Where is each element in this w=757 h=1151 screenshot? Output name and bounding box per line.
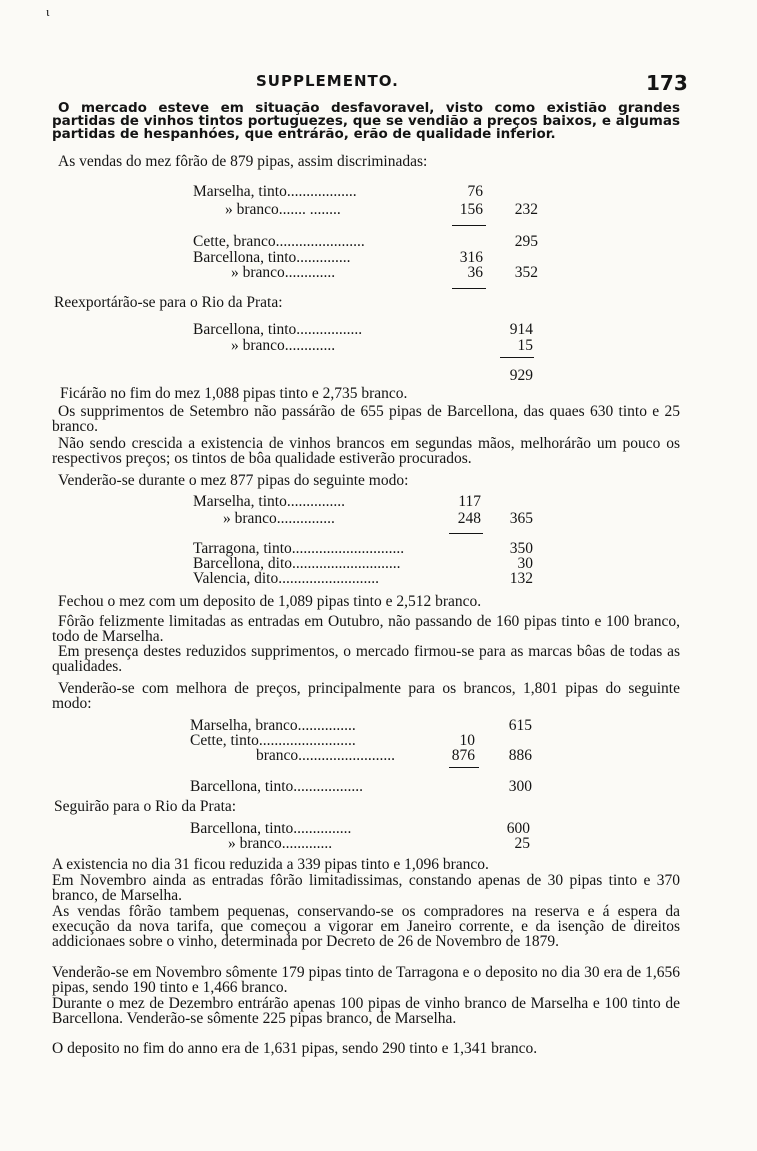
sum-rule <box>452 225 486 226</box>
paragraph-november-sales: Venderão-se em Novembro sômente 179 pipas tinto de Tarragona e o deposito no dia 30 era de 1,656 pipas, sendo 190 tinto e 1,466 branco. <box>52 964 680 996</box>
paragraph-november-entries: Em Novembro ainda as entradas fôrão limitadissimas, constando apenas de 30 pipas tinto e 370 branco, de Marselha. <box>52 872 680 904</box>
paragraph-october-entries: Fôrão felizmente limitadas as entradas em Outubro, não passando de 160 pipas tinto e 100 branco, todo de Marselha. <box>52 613 680 645</box>
sum-rule <box>500 357 534 358</box>
paragraph-stock-day-31: A existencia no dia 31 ficou reduzida a 339 pipas tinto e 1,096 branco. <box>52 856 489 873</box>
paragraph-market-firmed: Em presença destes reduzidos supprimentos, o mercado firmou-se para as marcas bôas de todas as qualidades. <box>52 643 680 675</box>
paragraph-september-supplies: Os supprimentos de Setembro não passárão de 655 pipas de Barcellona, das quaes 630 tinto e 25 branco. <box>52 403 680 435</box>
paragraph-sales-intro: As vendas do mez fôrão de 879 pipas, assim discriminadas: <box>58 153 428 170</box>
paragraph-rio-prata: Seguirão para o Rio da Prata: <box>54 798 237 815</box>
paragraph-reexport: Reexportárão-se para o Rio da Prata: <box>54 294 283 311</box>
sum-rule <box>449 533 483 534</box>
paragraph-year-end-deposit: O deposito no fim do anno era de 1,631 pipas, sendo 290 tinto e 1,341 branco. <box>52 1040 538 1057</box>
page-number: 173 <box>646 71 688 95</box>
paragraph-december: Durante o mez de Dezembro entrárão apenas 100 pipas de vinho branco de Marselha e 100 tinto de Barcellona. Venderão-se sômente 225 pipas branco, de Marselha. <box>52 995 680 1027</box>
paragraph-end-month-stock: Ficárão no fim do mez 1,088 pipas tinto e 2,735 branco. <box>60 385 408 402</box>
paragraph-month-close: Fechou o mez com um deposito de 1,089 pipas tinto e 2,512 branco. <box>58 593 482 610</box>
paragraph-sales-month: Venderão-se durante o mez 877 pipas do seguinte modo: <box>58 472 409 489</box>
paragraph-market-intro: O mercado esteve em situação desfavoravel, visto como existião grandes partidas de vinhos tintos portuguezes, que se vendião a preços baixos, e algumas partidas de hespanhóes, que entrárão, erão de qualidade inferior. <box>52 100 680 142</box>
sum-rule <box>449 767 479 768</box>
sum-rule <box>452 288 486 289</box>
paragraph-prices: Não sendo crescida a existencia de vinhos brancos em segundas mãos, melhorárão um pouco os respectivos preços; os tintos de bôa qualidade estiverão procurados. <box>52 435 680 467</box>
paragraph-sales-improvement: Venderão-se com melhora de preços, principalmente para os brancos, 1,801 pipas do seguinte modo: <box>52 680 680 712</box>
margin-mark: ɩ <box>46 4 50 19</box>
paragraph-small-sales: As vendas fôrão tambem pequenas, conservando-se os compradores na reserva e á espera da execução da nova tarifa, que começou a vigorar em Janeiro corrente, e da isenção de direitos addicionaes sobre o vinho, determinada por Decreto de 26 de Novembro de 1879. <box>52 903 680 950</box>
running-header-title: SUPPLEMENTO. <box>256 72 399 90</box>
document-page: ɩ SUPPLEMENTO. 173 O mercado esteve em situação desfavoravel, visto como existião grandes partidas de vinhos tintos portuguezes, que se vendião a preços baixos, e algumas partidas de hespanhóes, que entrárão, erão de qualidade inferior. As vendas do mez fôrão de 879 pipas, assim discriminadas: Marselha, tinto.................. 76 » branco....... ........ 156 232 Cette, branco....................... 295 Barcellona, tinto.............. 316 » branco............. 36 352 Reexportárão-se para o Rio da Prata: Barcellona, tinto................. 914 » branco............. 15 929 Ficárão no fim do mez 1,088 pipas tinto e 2,735 branco. Os supprimentos de Setembro não passárão de 655 pipas de Barcellona, das quaes 630 tinto e 25 branco. Não sendo crescida a existencia de vinhos brancos em segundas mãos, melhorárão um pouco os respectivos preços; os tintos de bôa qualidade estiverão procurados. Venderão-se durante o mez 877 pipas do seguinte modo: Marselha, tinto............... 117 » branco............... 248 365 Tarragona, tinto............................. 350 Barcellona, dito............................ 30 Valencia, dito.......................... 132 Fechou o mez com um deposito de 1,089 pipas tinto e 2,512 branco. Fôrão felizmente limitadas as entradas em Outubro, não passando de 160 pipas tinto e 100 branco, todo de Marselha. Em presença destes reduzidos supprimentos, o mercado firmou-se para as marcas bôas de todas as qualidades. Venderão-se com melhora de preços, principalmente para os brancos, 1,801 pipas do seguinte modo: Marselha, branco............... 615 Cette, tinto......................... 10 branco......................... 876 886 Barcellona, tinto.................. 300 Seguirão para o Rio da Prata: Barcellona, tinto............... 600 » branco............. 25 A existencia no dia 31 ficou reduzida a 339 pipas tinto e 1,096 branco. Em Novembro ainda as entradas fôrão limitadissimas, constando apenas de 30 pipas tinto e 370 branco, de Marselha. As vendas fôrão tambem pequenas, conservando-se os compradores na reserva e á espera da execução da nova tarifa, que começou a vigorar em Janeiro corrente, e da isenção de direitos addicionaes sobre o vinho, determinada por Decreto de 26 de Novembro de 1879. Venderão-se em Novembro sômente 179 pipas tinto de Tarragona e o deposito no dia 30 era de 1,656 pipas, sendo 190 tinto e 1,466 branco. Durante o mez de Dezembro entrárão apenas 100 pipas de vinho branco de Marselha e 100 tinto de Barcellona. Venderão-se sômente 225 pipas branco, de Marselha. O deposito no fim do anno era de 1,631 pipas, sendo 290 tinto e 1,341 branco. <box>46 4 688 1057</box>
